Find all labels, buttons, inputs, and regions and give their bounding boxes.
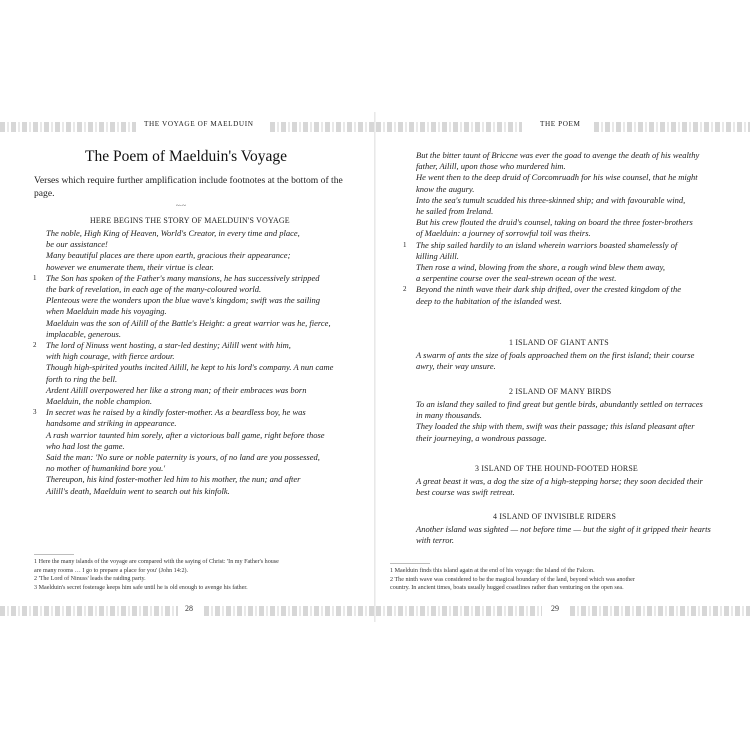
stanza-line: who had lost the game.	[46, 440, 125, 451]
ornament-divider: ~·~	[176, 202, 186, 210]
stanza-line: awry, their way unsure.	[416, 361, 496, 372]
section-text	[416, 399, 738, 444]
footnote: 2 The ninth wave was considered to be the magical boundary of the land, beyond which was another	[390, 576, 635, 583]
stanza-line: The lord of Ninuss went hosting, a star-led destiny; Ailill went with him,	[46, 340, 291, 351]
footnote-marker: 3	[33, 408, 37, 417]
stanza-line: their journeying, a wondrous passage.	[416, 432, 547, 443]
page-title: The Poem of Maelduin's Voyage	[85, 148, 287, 165]
poem-heading: HERE BEGINS THE STORY OF MAELDUIN'S VOYAGE	[90, 216, 290, 225]
stanza	[416, 262, 738, 284]
stanza-line: no mother of humankind bore you.'	[46, 463, 166, 474]
header-band-left-inner	[270, 122, 374, 132]
stanza	[416, 399, 738, 421]
footnote-marker: 2	[33, 341, 37, 350]
stanza-line: with high courage, with fierce ardour.	[46, 351, 175, 362]
section-heading: 2 ISLAND OF MANY BIRDS	[509, 387, 612, 396]
stanza-line: But the bitter taunt of Briccne was ever the goad to avenge the death of his wealthy	[416, 150, 700, 160]
stanza	[46, 452, 368, 474]
poem-left	[33, 228, 368, 497]
footnote-marker: 1	[403, 240, 407, 249]
header-band-left-outer	[0, 122, 136, 132]
running-head-right: THE POEM	[540, 120, 581, 128]
header-band-right-outer	[594, 122, 750, 132]
stanza-line: the bark of revelation, in each age of the many-coloured world.	[46, 284, 262, 295]
book-spread	[0, 112, 750, 622]
stanza-line: Beyond the ninth wave their dark ship drifted, over the crested kingdom of the	[416, 284, 682, 295]
stanza	[46, 318, 368, 340]
stanza-line: A great beast it was, a dog the size of a high-stepping horse; they soon decided their	[416, 476, 703, 486]
section-text	[416, 350, 738, 372]
page-number-left: 28	[185, 604, 193, 613]
stanza	[33, 340, 368, 362]
footnote: 3 Maelduin's secret fosterage keeps him safe until he is old enough to avenge his father.	[34, 584, 248, 591]
stanza-line: He went then to the deep druid of Corcomruadh for his wise counsel, that he might	[416, 172, 698, 183]
stanza-line: Into the sea's tumult scudded his three-skinned ship; and with favourable wind,	[416, 194, 686, 205]
book-gutter	[374, 112, 376, 622]
stanza-line: know the augury.	[416, 183, 475, 194]
poem-right	[403, 150, 738, 307]
stanza-line: The noble, High King of Heaven, World's Creator, in every time and place,	[46, 228, 300, 238]
stanza-line: They loaded the ship with them, swift was their passage; this island pleasant after	[416, 421, 695, 432]
stanza	[33, 407, 368, 429]
footnote: country. In ancient times, boats usually hugged coastlines rather than venturing on the open sea.	[390, 585, 624, 592]
stanza	[416, 150, 738, 172]
stanza-line: The Son has spoken of the Father's many mansions, he has successively stripped	[46, 272, 320, 283]
footer-band-right-outer	[570, 606, 750, 616]
running-head-left: THE VOYAGE OF MAELDUIN	[144, 120, 254, 128]
header-band-right-inner	[376, 122, 522, 132]
stanza	[416, 476, 738, 498]
intro-paragraph: Verses which require further amplification include footnotes at the bottom of the page.	[34, 175, 343, 199]
footnotes-left	[34, 558, 364, 592]
stanza-line: Ailill's death, Maelduin went to search out his kinfolk.	[46, 485, 230, 496]
footnote: are many rooms … I go to prepare a place for you' (John 14:2).	[34, 567, 189, 574]
stanza-line: best course was swift retreat.	[416, 487, 515, 498]
stanza-line: The ship sailed hardily to an island wherein warriors boasted shamelessly of	[416, 239, 678, 250]
footnote: 1 Here the many islands of the voyage are compared with the saying of Christ: 'In my Father's house	[34, 559, 279, 565]
stanza-line: with terror.	[416, 535, 454, 546]
stanza-line: A rash warrior taunted him sorely, after a victorious ball game, right before those	[46, 429, 325, 440]
footnotes-right	[390, 567, 740, 593]
stanza-line: Many beautiful places are there upon earth, gracious their appearance;	[46, 250, 291, 261]
stanza-line: Then rose a wind, blowing from the shore, a rough wind blew them away,	[416, 262, 666, 273]
stanza-line: Thereupon, his kind foster-mother led him to his mother, the nun; and after	[46, 474, 301, 485]
footnote: 1 Maelduin finds this island again at the end of his voyage: the Island of the Falcon.	[390, 568, 595, 574]
stanza-line: Though high-spirited youths incited Ailill, he kept to his lord's company. A nun came	[46, 362, 334, 373]
stanza-line: in many thousands.	[416, 410, 482, 421]
stanza-line: In secret was he raised by a kindly foster-mother. As a beardless boy, he was	[46, 407, 306, 418]
footer-band-left-outer	[0, 606, 178, 616]
footnote-rule	[34, 554, 74, 555]
footnote: 2 'The Lord of Ninuss' leads the raiding party.	[34, 576, 146, 583]
stanza-line: Said the man: 'No sure or noble paternity is yours, of no land are you possessed,	[46, 452, 320, 463]
stanza-line: killing Ailill.	[416, 250, 459, 261]
stanza-line: a serpentine course over the seal-strewn ocean of the west.	[416, 273, 617, 284]
stanza	[46, 474, 368, 496]
stanza-line: he sailed from Ireland.	[416, 206, 494, 217]
stanza-line: Maelduin was the son of Ailill of the Battle's Height: a great warrior was he, fierce,	[46, 317, 331, 328]
stanza-line: forth to ring the bell.	[46, 373, 118, 384]
stanza-line: To an island they sailed to find great but gentle birds, abundantly settled on terraces	[416, 399, 703, 409]
stanza-line: Maelduin, the noble champion.	[46, 396, 152, 407]
stanza	[416, 172, 738, 194]
stanza	[46, 430, 368, 452]
stanza	[416, 421, 738, 443]
stanza	[46, 385, 368, 407]
footnote-marker: 2	[403, 285, 407, 294]
section-heading: 1 ISLAND OF GIANT ANTS	[509, 338, 609, 347]
footnote-marker: 1	[33, 273, 37, 282]
section-text	[416, 476, 738, 498]
page-number-right: 29	[551, 604, 559, 613]
stanza-line: Plenteous were the wonders upon the blue wave's kingdom; swift was the sailing	[46, 295, 320, 306]
stanza	[416, 217, 738, 239]
stanza	[46, 362, 368, 384]
section-heading: 3 ISLAND OF THE HOUND-FOOTED HORSE	[475, 464, 638, 473]
stanza	[46, 250, 368, 272]
section-text	[416, 524, 738, 546]
stanza	[403, 284, 738, 306]
stanza-line: of Maelduin: a journey of sorrowful toil was theirs.	[416, 228, 591, 239]
section-heading: 4 ISLAND OF INVISIBLE RIDERS	[493, 512, 617, 521]
stanza-line: Ardent Ailill overpowered her like a strong man; of their embraces was born	[46, 384, 307, 395]
stanza	[46, 228, 368, 250]
stanza-line: But his crew flouted the druid's counsel, taking on board the three foster-brothers	[416, 217, 693, 228]
stanza	[33, 272, 368, 295]
stanza	[46, 295, 368, 317]
stanza-line: deep to the habitation of the islanded west.	[416, 295, 562, 306]
stanza	[416, 524, 738, 546]
footer-band-left-inner	[204, 606, 374, 616]
stanza	[403, 239, 738, 262]
stanza-line: implacable, generous.	[46, 328, 121, 339]
stanza-line: father, Ailill, upon those who murdered him.	[416, 161, 566, 172]
footnote-rule	[390, 563, 430, 564]
footer-band-right-inner	[376, 606, 542, 616]
stanza-line: handsome and striking in appearance.	[46, 418, 177, 429]
stanza-line: Another island was sighted — not before time — but the sight of it gripped their hearts	[416, 524, 711, 534]
stanza-line: when Maelduin made his voyaging.	[46, 306, 167, 317]
stanza	[416, 350, 738, 372]
stanza-line: however we enumerate them, their virtue is clear.	[46, 261, 214, 272]
stanza-line: A swarm of ants the size of foals approached them on the first island; their course	[416, 350, 695, 360]
stanza	[416, 195, 738, 217]
stanza-line: be our assistance!	[46, 239, 108, 250]
